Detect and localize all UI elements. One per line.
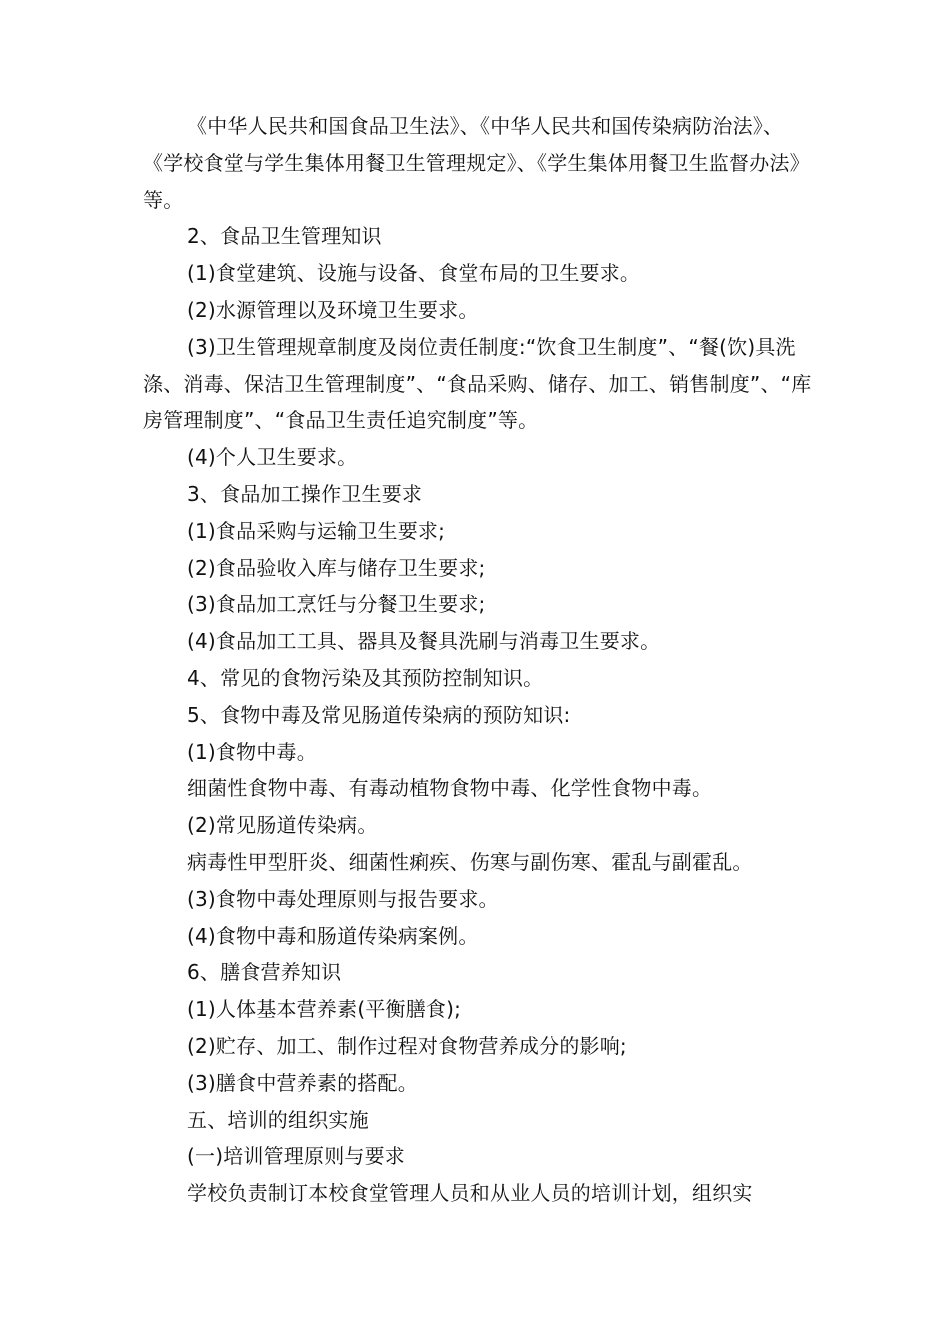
list-item: (4)个人卫生要求。 <box>187 445 358 470</box>
list-item: (2)水源管理以及环境卫生要求。 <box>187 297 479 322</box>
list-item-regulations: (3)卫生管理规章制度及岗位责任制度:“饮食卫生制度”、“餐(饮)具洗涤、消毒、保洁卫生管理制度”、“食品采购、储存、加工、销售制度”、“库房管理制度”、“食品卫生责任追究制度”等。 <box>143 334 812 433</box>
paragraph-laws: 《中华人民共和国食品卫生法》、《中华人民共和国传染病防治法》、《学校食堂与学生集体用餐卫生管理规定》、《学生集体用餐卫生监督办法》等。 <box>143 114 810 212</box>
heading-food-processing: 3、食品加工操作卫生要求 <box>187 481 423 506</box>
list-item: (2)贮存、加工、制作过程对食物营养成分的影响; <box>187 1033 627 1058</box>
list-item: (1)食堂建筑、设施与设备、食堂布局的卫生要求。 <box>187 261 641 286</box>
document-body <box>143 108 813 1212</box>
subsection-heading: (一)培训管理原则与要求 <box>187 1144 406 1169</box>
list-item: (1)食品采购与运输卫生要求; <box>187 518 446 543</box>
list-item: (1)食物中毒。 <box>187 739 317 764</box>
list-item: (2)常见肠道传染病。 <box>187 813 378 838</box>
list-item: (3)膳食中营养素的搭配。 <box>187 1070 418 1095</box>
section-heading-training: 五、培训的组织实施 <box>187 1107 369 1132</box>
heading-food-poisoning: 5、食物中毒及常见肠道传染病的预防知识: <box>187 702 571 727</box>
heading-food-pollution: 4、常见的食物污染及其预防控制知识。 <box>187 665 544 690</box>
list-item: (4)食物中毒和肠道传染病案例。 <box>187 923 479 948</box>
list-item: (4)食品加工工具、器具及餐具洗刷与消毒卫生要求。 <box>187 629 661 654</box>
list-item-detail: 细菌性食物中毒、有毒动植物食物中毒、化学性食物中毒。 <box>187 776 713 801</box>
list-item: (3)食品加工烹饪与分餐卫生要求; <box>187 592 486 617</box>
list-item-detail: 病毒性甲型肝炎、细菌性痢疾、伤寒与副伤寒、霍乱与副霍乱。 <box>187 849 753 874</box>
heading-nutrition: 6、膳食营养知识 <box>187 960 342 985</box>
list-item: (2)食品验收入库与储存卫生要求; <box>187 555 486 580</box>
list-item: (3)食物中毒处理原则与报告要求。 <box>187 886 499 911</box>
list-item: (1)人体基本营养素(平衡膳食); <box>187 997 462 1022</box>
heading-food-hygiene-management: 2、食品卫生管理知识 <box>187 224 382 249</box>
paragraph-training-plan: 学校负责制订本校食堂管理人员和从业人员的培训计划，组织实 <box>187 1181 753 1206</box>
